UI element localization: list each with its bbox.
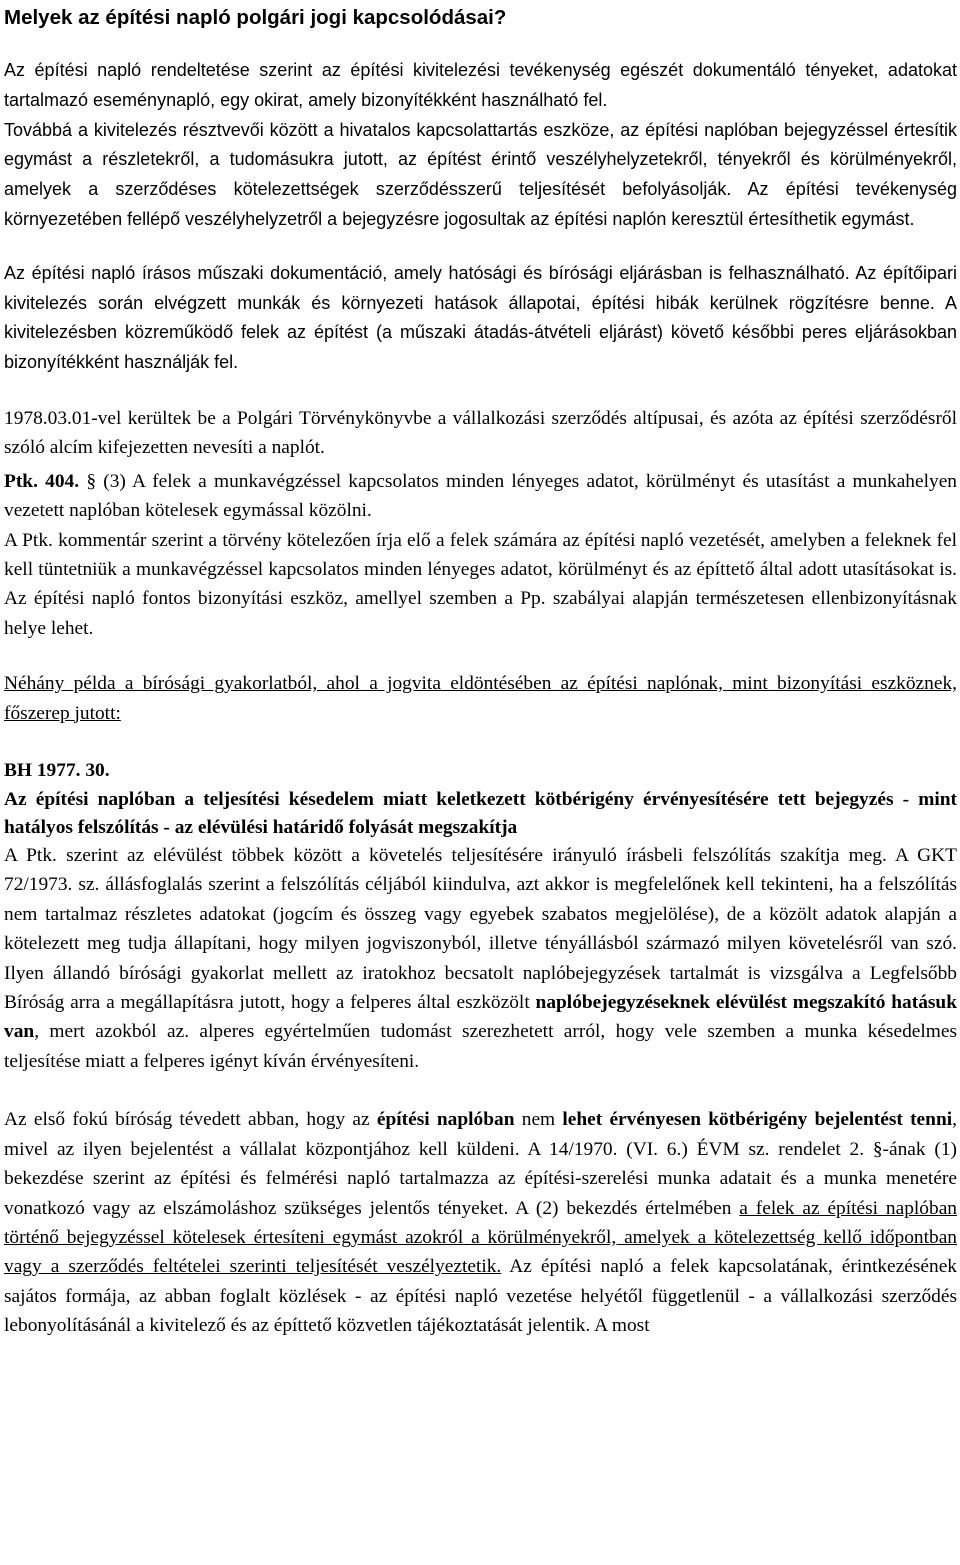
- first-instance-text-c: , mivel az ilyen bejelentést a vállalat központjához kell küldeni. A 14/1970. (VI. 6.) ÉVM sz. rendelet 2. §-ának (1) bekezdése szerint az építési és felmérési napló tartalmazza az építési-szerelési munka adatait és a munka menetére vonatkozó vagy az elszámoláshoz szükséges jelentős tényeket. A (2) bekezdés értelmében: [4, 1109, 957, 1219]
- ptk-404-label: Ptk. 404.: [4, 470, 80, 492]
- case-analysis-highlight: naplóbejegyzéseknek elévülést megszakító hatásuk van: [4, 992, 957, 1043]
- paragraph-purpose: Az építési napló rendeltetése szerint az építési kivitelezési tevékenység egészét dokumentáló tényeket, adatokat tartalmazó eseménynapló, egy okirat, amely bizonyítékként használható fel.: [4, 60, 957, 110]
- first-instance-text-a: Az első fokú bíróság tévedett abban, hogy az: [4, 1109, 377, 1131]
- first-instance-bold-1: építési naplóban: [376, 1109, 515, 1131]
- case-analysis-text-a: A Ptk. szerint az elévülést többek között a követelés teljesítésére irányuló írásbeli felszólítás szakítja meg. A GKT 72/1973. sz. állásfoglalás szerint a felszólítás céljából kiindulva, azt akkor is megfelelőnek kell tekinteni, ha a felszólítás nem tartalmaz részletes adatokat (jogcím és összeg vagy egyebek szabatos megjelölése), de a közölt adatok alapján a kötelezett meg tudja állapítani, hogy milyen jogviszonyból, illetve tényállásból származó milyen követelésről van szó. Ilyen állandó bírósági gyakorlat mellett az iratokhoz becsatolt naplóbejegyzések tartalmát is vizsgálva a Legfelsőbb Bíróság arra a megállapításra jutott, hogy a felperes által eszközölt: [4, 845, 957, 1014]
- paragraph-ptk-history: 1978.03.01-vel kerültek be a Polgári Törvénykönyvbe a vállalkozási szerződés altípusai, és azóta az építési szerződésről szóló alcím kifejezetten nevesíti a naplót.: [4, 407, 957, 459]
- paragraph-ptk-404: [4, 467, 957, 526]
- paragraph-case-intro: [4, 669, 957, 728]
- case-reference: BH 1977. 30.: [4, 760, 110, 782]
- paragraph-ptk-commentary: A Ptk. kommentár szerint a törvény kötelezően írja elő a felek számára az építési napló vezetését, amelyben a feleknek fel kell tüntetniük a munkavégzéssel kapcsolatos minden lényeges adatot, körülményt és az építtető által adott utasításokat is. Az építési napló fontos bizonyítási eszköz, amellyel szemben a Pp. szabályai alapján természetesen ellenbizonyításnak helye lehet.: [4, 529, 957, 639]
- first-instance-text-b: nem: [514, 1109, 563, 1131]
- first-instance-text-d: Az építési napló a felek kapcsolatának, érintkezésének sajátos formája, az abban foglalt közlések - az építési napló vezetése helyétől függetlenül - a vállalkozási szerződés lebonyolításánál a kivitelező és az építtető közvetlen tájékoztatását jelentik. A most: [4, 1256, 957, 1337]
- first-instance-underlined: a felek az építési naplóban történő bejegyzéssel kötelesek értesíteni egymást azokról a körülményekről, amelyek a kötelezettség kellő időpontban vagy a szerződés feltételei szerinti teljesítését veszélyeztetik.: [4, 1197, 957, 1278]
- first-instance-bold-2: lehet érvényesen kötbérigény bejelentést tenni: [562, 1109, 953, 1131]
- paragraph-first-instance: [4, 1105, 957, 1340]
- case-title: Az építési naplóban a teljesítési késedelem miatt keletkezett kötbérigény érvényesítésére tett bejegyzés - mint hatályos felszólítás - az elévülési határidő folyását megszakítja: [4, 789, 957, 838]
- case-intro-text: Néhány példa a bírósági gyakorlatból, ahol a jogvita eldöntésében az építési naplónak, mint bizonyítási eszköznek, főszerep jutott:: [4, 673, 957, 724]
- case-analysis-text-b: , mert azokból az. alperes egyértelműen tudomást szerezhetett arról, hogy vele szemben a munka késedelmes teljesítése miatt a felperes igényt kíván érvényesíteni.: [4, 1021, 957, 1072]
- ptk-404-text: § (3) A felek a munkavégzéssel kapcsolatos minden lényeges adatot, körülményt és utasítást a munkahelyen vezetett naplóban kötelesek egymással közölni.: [4, 470, 957, 522]
- paragraph-communication: Továbbá a kivitelezés résztvevői között a hivatalos kapcsolattartás eszköze, az építési naplóban bejegyzéssel értesítik egymást a részletekről, a tudomásukra jutott, az építést érintő veszélyhelyzetekről, tényekről és körülményekről, amelyek a szerződéses kötelezettségek szerződésszerű teljesítését befolyásolják. Az építési tevékenység környezetében fellépő veszélyhelyzetről a bejegyzésre jogosultak az építési naplón keresztül értesíthetik egymást.: [4, 119, 957, 229]
- page-title: Melyek az építési napló polgári jogi kapcsolódásai?: [4, 6, 507, 29]
- paragraph-documentation: Az építési napló írásos műszaki dokumentáció, amely hatósági és bírósági eljárásban is felhasználható. Az építőipari kivitelezés során elvégzett munkák és környezeti hatások állapotai, építési hibák kerülnek rögzítésre benne. A kivitelezésben közreműködő felek az építést (a műszaki átadás-átvételi eljárást) követő későbbi peres eljárásokban bizonyítékként használják fel.: [4, 262, 957, 373]
- paragraph-case-analysis: [4, 841, 957, 1076]
